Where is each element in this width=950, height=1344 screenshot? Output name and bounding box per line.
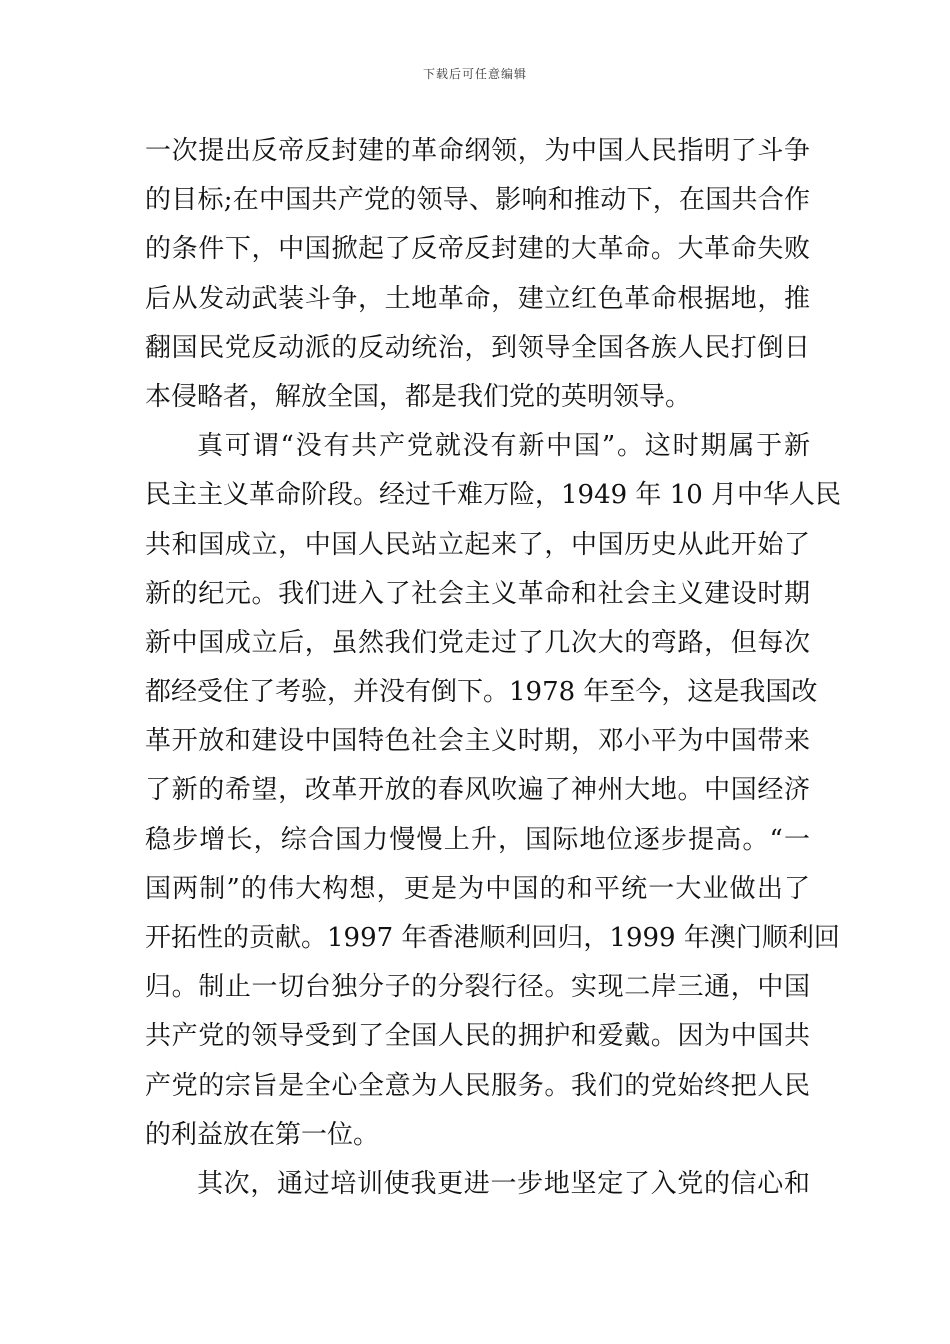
text-line: 翻国民党反动派的反动统治，到领导全国各族人民打倒日: [145, 332, 810, 363]
text-line: 民主主义革命阶段。经过千难万险，1949 年 10 月中华人民: [145, 480, 842, 511]
document-body: [145, 127, 842, 1209]
text-line: 了新的希望，改革开放的春风吹遍了神州大地。中国经济: [145, 775, 810, 806]
text-line: 的利益放在第一位。: [145, 1119, 380, 1150]
text-line: 稳步增长，综合国力慢慢上升，国际地位逐步提高。“一: [145, 824, 810, 855]
text-line: 开拓性的贡献。1997 年香港顺利回归，1999 年澳门顺利回: [145, 923, 840, 953]
text-line: 革开放和建设中国特色社会主义时期，邓小平为中国带来: [145, 726, 810, 757]
text-line: 产党的宗旨是全心全意为人民服务。我们的党始终把人民: [145, 1070, 810, 1101]
text-line: 的目标;在中国共产党的领导、影响和推动下，在国共合作: [145, 185, 810, 216]
text-line: 新中国成立后，虽然我们党走过了几次大的弯路，但每次: [145, 627, 810, 658]
text-line: 共产党的领导受到了全国人民的拥护和爱戴。因为中国共: [145, 1021, 810, 1052]
text-line: 新的纪元。我们进入了社会主义革命和社会主义建设时期: [145, 578, 810, 609]
text-line: 国两制”的伟大构想，更是为中国的和平统一大业做出了: [145, 873, 810, 904]
text-line: 其次，通过培训使我更进一步地坚定了入党的信心和: [197, 1168, 810, 1199]
text-line: 一次提出反帝反封建的革命纲领，为中国人民指明了斗争: [145, 136, 810, 166]
text-line: 共和国成立，中国人民站立起来了，中国历史从此开始了: [145, 529, 810, 560]
text-line: 真可谓“没有共产党就没有新中国”。这时期属于新: [197, 431, 810, 462]
text-line: 的条件下，中国掀起了反帝反封建的大革命。大革命失败: [145, 234, 810, 265]
text-line: 都经受住了考验，并没有倒下。1978 年至今，这是我国改: [145, 677, 818, 708]
text-line: 归。制止一切台独分子的分裂行径。实现二岸三通，中国: [145, 972, 810, 1003]
text-line: 本侵略者，解放全国，都是我们党的英明领导。: [145, 381, 692, 412]
text-line: 后从发动武装斗争，土地革命，建立红色革命根据地，推: [145, 283, 810, 314]
page-header: 下载后可任意编辑: [422, 67, 527, 81]
